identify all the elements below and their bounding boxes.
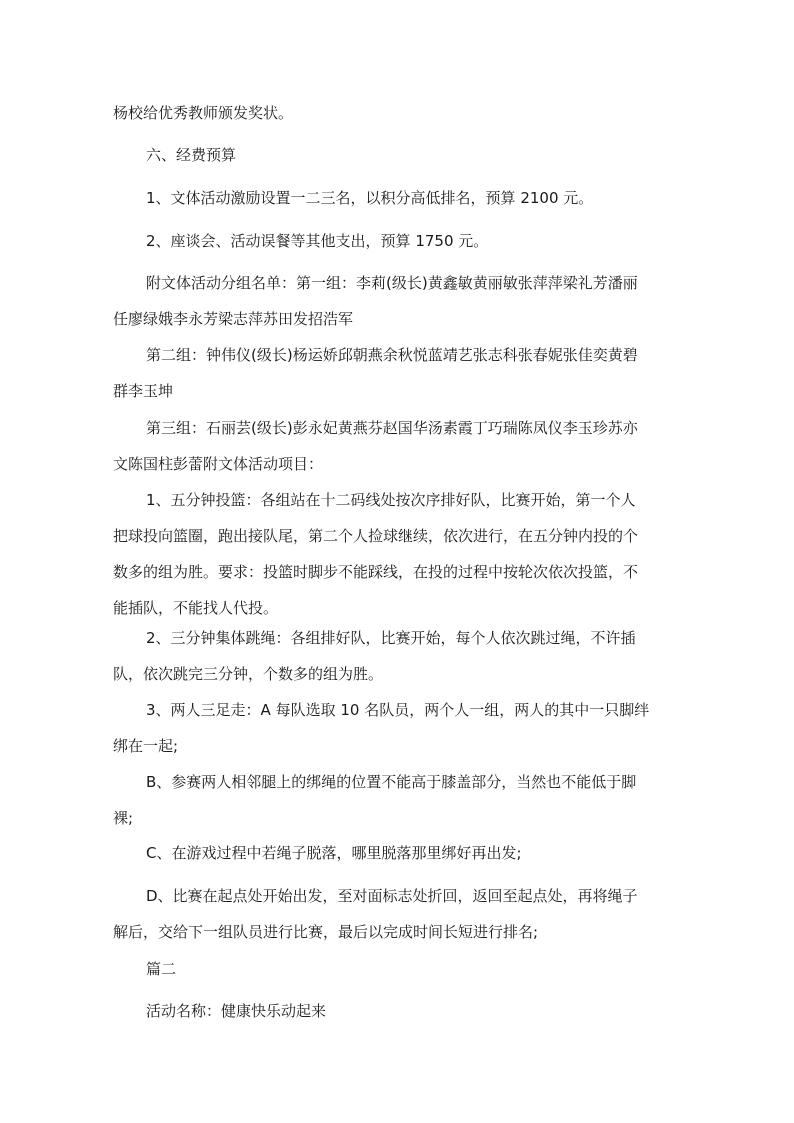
paragraph-budget-2 <box>113 223 683 259</box>
paragraph-rule-c <box>113 835 683 871</box>
text-line: 3、两人三足走：A 每队选取 10 名队员，两个人一组，两人的其中一只脚绊 <box>146 701 650 719</box>
text-line: 数多的组为胜。要求：投篮时脚步不能踩线，在投的过程中按轮次依次投篮，不 <box>113 563 639 581</box>
text-line: 群李玉坤 <box>113 382 174 400</box>
text-line: 第三组：石丽芸(级长)彭永妃黄燕芬赵国华汤素霞丁巧瑞陈凤仪李玉珍苏亦 <box>146 419 638 437</box>
text-line: 任廖绿娥李永芳梁志萍苏田发招浩军 <box>113 310 354 328</box>
text-line: 活动名称：健康快乐动起来 <box>146 1002 327 1020</box>
text-line: C、在游戏过程中若绳子脱落，哪里脱落那里绑好再出发; <box>146 844 522 862</box>
paragraph-item-jumprope <box>113 620 683 692</box>
text-line: 附文体活动分组名单：第一组：李莉(级长)黄鑫敏黄丽敏张萍萍梁礼芳潘丽 <box>146 274 638 292</box>
text-line: 杨校给优秀教师颁发奖状。 <box>113 104 294 122</box>
paragraph-group-1 <box>113 265 683 337</box>
text-line: 2、三分钟集体跳绳：各组排好队，比赛开始，每个人依次跳过绳，不许插 <box>146 629 636 647</box>
paragraph-rule-d <box>113 878 683 950</box>
text-line: 1、文体活动激励设置一二三名，以积分高低排名，预算 2100 元。 <box>146 189 594 207</box>
text-line: 解后，交给下一组队员进行比赛，最后以完成时间长短进行排名; <box>113 923 539 941</box>
paragraph-group-2 <box>113 337 683 409</box>
text-line: D、比赛在起点处开始出发，至对面标志处折回，返回至起点处，再将绳子 <box>146 887 638 905</box>
text-line: B、参赛两人相邻腿上的绑绳的位置不能高于膝盖部分，当然也不能低于脚 <box>146 773 637 791</box>
paragraph-item-basketball <box>113 482 683 626</box>
text-line: 第二组：钟伟仪(级长)杨运娇邱朝燕余秋悦蓝靖艺张志科张春妮张佳奕黄碧 <box>146 346 638 364</box>
paragraph-group-3 <box>113 410 683 482</box>
paragraph-award <box>113 95 683 131</box>
paragraph-item-three-legged <box>113 692 683 764</box>
text-line: 2、座谈会、活动误餐等其他支出，预算 1750 元。 <box>146 232 489 250</box>
paragraph-budget-1 <box>113 180 683 216</box>
text-line: 1、五分钟投篮：各组站在十二码线处按次序排好队，比赛开始，第一个人 <box>146 491 636 509</box>
text-line: 裸; <box>113 809 134 827</box>
text-line: 六、经费预算 <box>146 146 237 164</box>
text-line: 篇二 <box>146 960 177 978</box>
text-line: 把球投向篮圈，跑出接队尾，第二个人捡球继续，依次进行，在五分钟内投的个 <box>113 527 639 545</box>
section-heading-budget <box>113 137 683 173</box>
text-line: 绑在一起; <box>113 737 179 755</box>
text-line: 能插队，不能找人代投。 <box>113 599 279 617</box>
text-line: 队，依次跳完三分钟，个数多的组为胜。 <box>113 665 384 683</box>
paragraph-activity-name <box>113 993 683 1029</box>
paragraph-rule-b <box>113 764 683 836</box>
text-line: 文陈国柱彭蕾附文体活动项目： <box>113 455 324 473</box>
section-heading-part-two <box>113 951 683 987</box>
